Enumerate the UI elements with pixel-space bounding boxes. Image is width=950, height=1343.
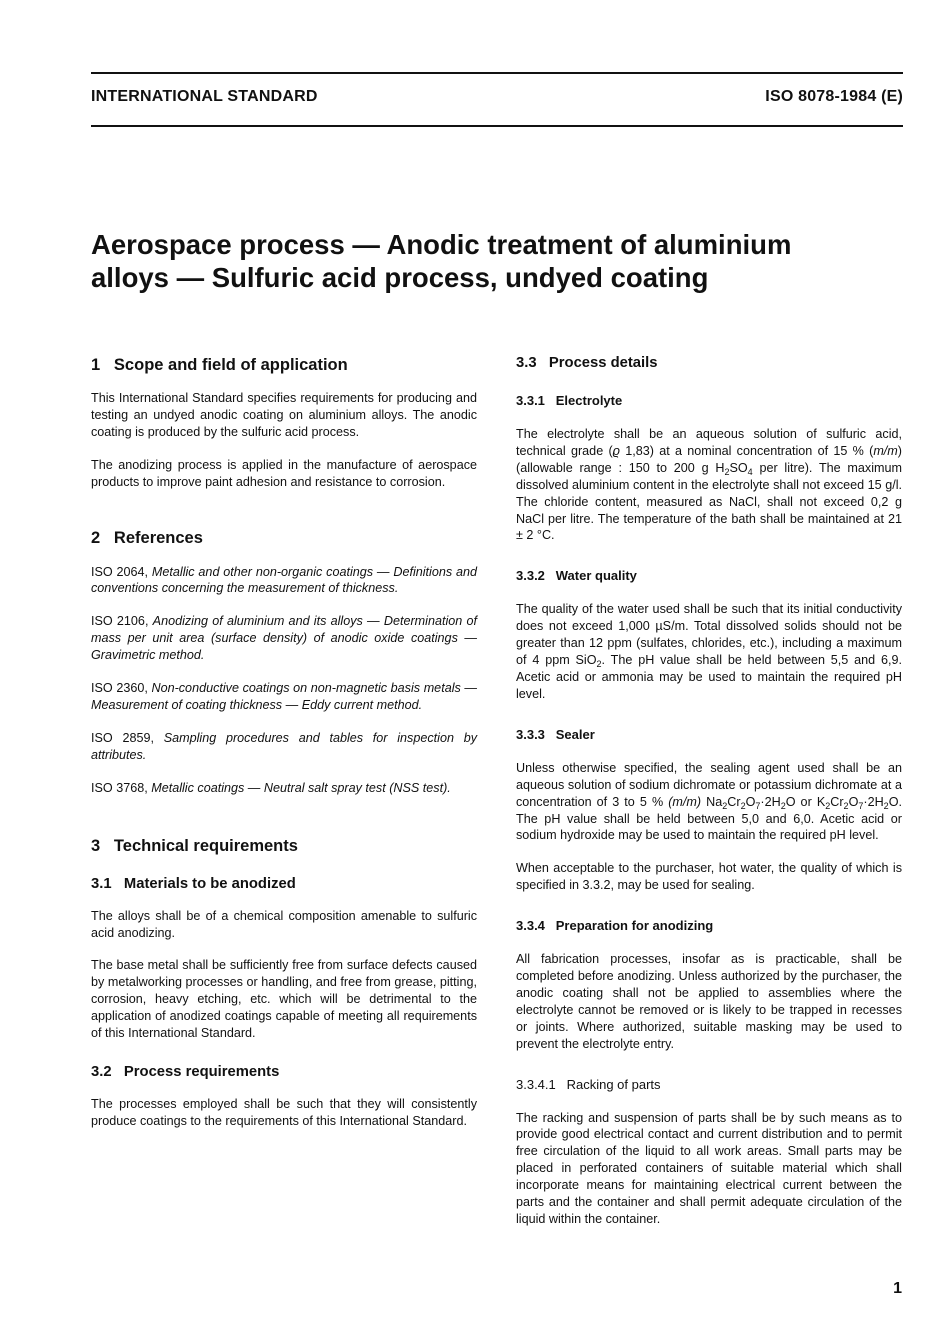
reference-item (91, 613, 477, 664)
section-1-para-2: The anodizing process is applied in the manufacture of aerospace products to improve paint adhesion and resistance to corrosion. (91, 457, 477, 489)
section-1-heading: 1 Scope and field of application (91, 356, 348, 374)
title-line-2: alloys — Sulfuric acid process, undyed coating (91, 262, 709, 293)
section-3-3-2-para: The quality of the water used shall be such that its initial conductivity does not exceed 1,000 µS/m. Total dissolved solids should not be greater than 12 ppm (sulfates, chlorides, etc.), including a maximum of 4 ppm SiO$_2$. The pH value shall be held between 5,5 and 6,9. Acetic acid or ammonia may be used to maintain the required pH level. (516, 602, 902, 701)
title-line-1: Aerospace process — Anodic treatment of aluminium (91, 229, 792, 260)
reference-item (91, 680, 477, 714)
section-3-3-3-heading: 3.3.3 Sealer (516, 726, 595, 742)
section-3-3-4-1-heading: 3.3.4.1 Racking of parts (516, 1076, 661, 1092)
standard-number: ISO 8078-1984 (E) (765, 88, 903, 105)
reference-item (91, 564, 477, 598)
reference-title: Sampling procedures and tables for inspection by attributes. (91, 730, 477, 762)
section-3-3-4-heading: 3.3.4 Preparation for anodizing (516, 918, 714, 934)
section-3-3-4-1-para: The racking and suspension of parts shall be by such means as to provide good electrical contact and current distribution and to permit free circulation of the liquid to all work areas. Small parts may be placed in perforated containers of suitable material which shall incorporate means for maintaining electrical current between the parts and the container and shall permit adequate circulation of the liquid within the container. (516, 1110, 902, 1226)
section-2-heading: 2 References (91, 528, 203, 547)
section-1-para-1: This International Standard specifies requirements for producing and testing an undyed anodic coating on aluminium alloys. The anodic coating is produced by the sulfuric acid process. (91, 391, 477, 439)
reference-code: ISO 3768, (91, 780, 148, 795)
section-3-3-heading: 3.3 Process details (516, 355, 658, 371)
reference-code: ISO 2106, (91, 614, 149, 629)
section-3-heading: 3 Technical requirements (91, 836, 298, 855)
section-3-3-1-para: The electrolyte shall be an aqueous solution of sulfuric acid, technical grade (ϱ 1,83) at a nominal concentration of 15 % (m/m) (allowable range : 150 to 200 g $H_2SO_4$ per litre). The maximum dissolved aluminium content in the electrolyte shall not exceed 15 g/l. The chloride content, measured as NaCl, shall not exceed 0,2 g NaCl per litre. The temperature of the bath shall be maintained at 21 ± 2 °C. (516, 427, 903, 543)
section-3-3-2-heading: 3.3.2 Water quality (516, 568, 637, 584)
document-title (91, 228, 891, 294)
header-rule-top (91, 72, 903, 74)
section-3-2-para: The processes employed shall be such that they will consistently produce coatings to the requirements of this International Standard. (91, 1096, 477, 1128)
section-3-3-4-para: All fabrication processes, insofar as is practicable, shall be completed before anodizing. Unless authorized by the purchaser, the anodic coating shall not be applied to assemblies where the electrolyte cannot be removed or is likely to be trapped in recesses or joints. Where authorized, suitable masking may be used to prevent the electrolyte entry. (516, 952, 902, 1051)
right-column (516, 352, 902, 1228)
page-number: 1 (893, 1280, 902, 1297)
reference-title: Metallic coatings — Neutral salt spray test (NSS test). (151, 780, 451, 795)
section-3-3-3-para-1: Unless otherwise specified, the sealing agent used shall be an aqueous solution of sodium dichromate or potassium dichromate at a concentration of 3 to 5 % (m/m) $Na_2Cr_2O_7\cdot 2H_2O$ or $K_2Cr_2O_7\cdot 2H_2O$. The pH value shall be held between 5,0 and 6,0. Acetic acid or sodium hydroxide may be used to maintain the required pH level. (516, 760, 902, 843)
reference-code: ISO 2360, (91, 681, 148, 696)
reference-code: ISO 2064, (91, 564, 149, 579)
section-3-1-para-1: The alloys shall be of a chemical composition amenable to sulfuric acid anodizing. (91, 908, 477, 940)
section-3-3-3-para-2: When acceptable to the purchaser, hot water, the quality of which is specified in 3.3.2, may be used for sealing. (516, 861, 902, 893)
reference-title: Non-conductive coatings on non-magnetic basis metals — Measurement of coating thickness — Eddy current method. (91, 681, 478, 712)
header-rule-bottom (91, 125, 903, 127)
reference-title: Anodizing of aluminium and its alloys — Determination of mass per unit area (surface density) of anodic oxide coatings — Gravimetric method. (91, 614, 477, 663)
reference-item (91, 780, 477, 797)
left-column (91, 352, 477, 1130)
section-3-3-1-heading: 3.3.1 Electrolyte (516, 393, 623, 408)
reference-item (91, 730, 477, 764)
section-3-2-heading: 3.2 Process requirements (91, 1063, 280, 1080)
section-3-1-para-2: The base metal shall be sufficiently free from surface defects caused by metalworking processes or handling, and free from grease, pitting, corrosion, heavy etching, etc. which will be detrimental to the application of anodized coatings capable of meeting all requirements of this International Standard. (91, 958, 477, 1041)
reference-code: ISO 2859, (91, 730, 154, 745)
section-3-1-heading: 3.1 Materials to be anodized (91, 875, 296, 892)
reference-title: Metallic and other non-organic coatings — Definitions and conventions concerning the measurement of thickness. (91, 564, 477, 596)
document-type-label: INTERNATIONAL STANDARD (91, 88, 318, 105)
